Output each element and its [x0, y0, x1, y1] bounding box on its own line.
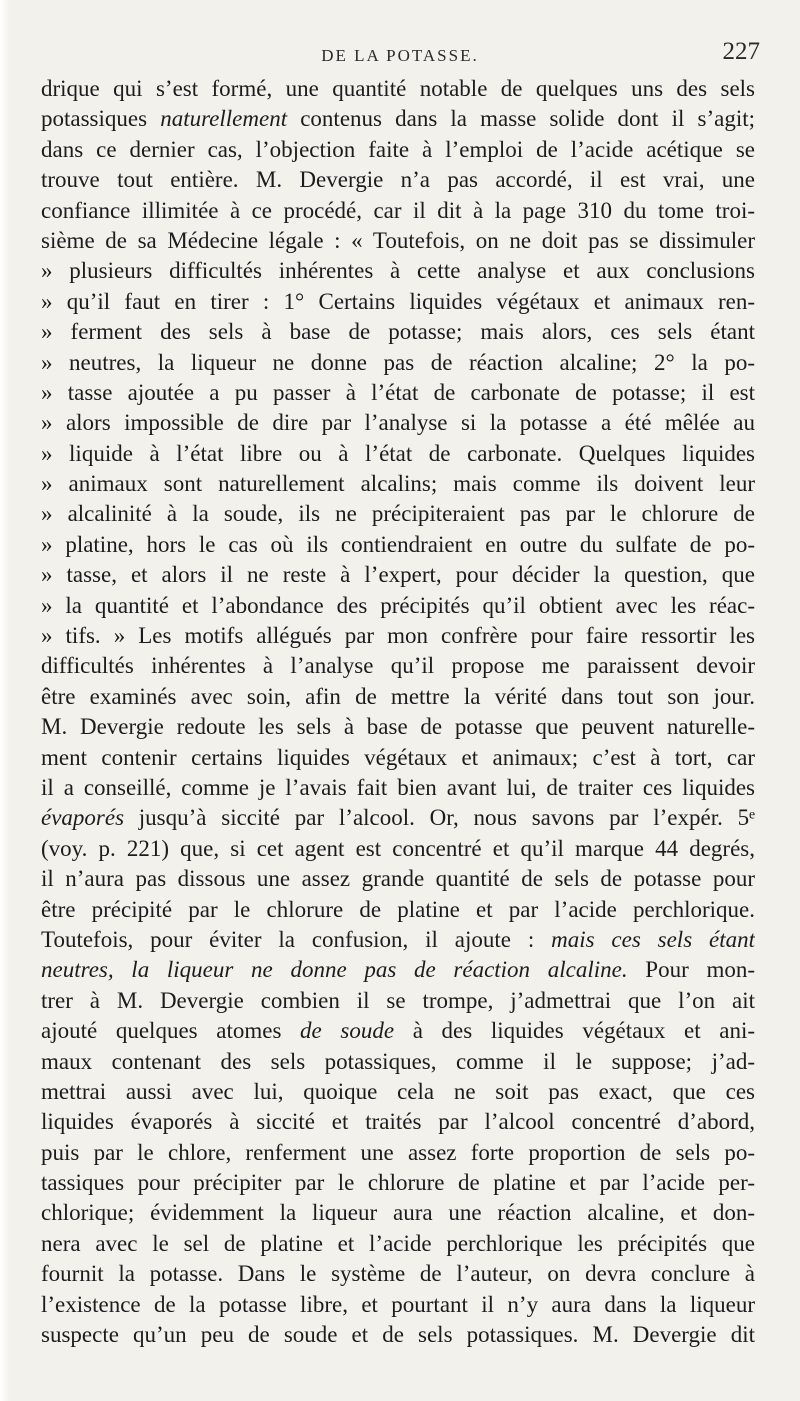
text-segment: jusqu’à siccité par l’alcool. Or, nous savons par l’expér. 5ᵉ [124, 805, 755, 831]
text-line [41, 135, 755, 165]
text-segment: ment contenir certains liquides végétaux et animaux; c’est à tort, car [41, 744, 755, 770]
text-line [41, 560, 755, 590]
text-line [41, 469, 755, 499]
text-line [41, 1320, 755, 1350]
text-segment: sième de sa Médecine légale : « Toutefois, on ne doit pas se dissimuler [41, 227, 755, 253]
text-line [41, 895, 755, 925]
text-line [41, 803, 755, 833]
text-segment: » alors impossible de dire par l’analyse si la potasse a été mêlée au [41, 410, 755, 436]
text-line [41, 1290, 755, 1320]
text-segment: trer à M. Devergie combien il se trompe, j’admettrai que l’on ait [41, 987, 755, 1013]
text-segment: » plusieurs difficultés inhérentes à cette analyse et aux conclusions [41, 258, 755, 284]
text-segment: maux contenant des sels potassiques, comme il le suppose; j’ad- [41, 1048, 755, 1074]
text-line [41, 864, 755, 894]
text-segment: il a conseillé, comme je l’avais fait bien avant lui, de traiter ces liquides [41, 774, 755, 800]
text-line [41, 378, 755, 408]
text-segment: » platine, hors le cas où ils contiendraient en outre du sulfate de po- [41, 531, 755, 557]
text-line [41, 439, 755, 469]
text-segment: Toutefois, pour éviter la confusion, il ajoute : [41, 926, 552, 952]
text-segment: fournit la potasse. Dans le système de l’auteur, on devra conclure à [41, 1261, 755, 1287]
text-segment: dans ce dernier cas, l’objection faite à l’emploi de l’acide acétique se [41, 136, 755, 162]
text-segment: » tasse, et alors il ne reste à l’expert, pour décider la question, que [41, 562, 755, 588]
text-segment: être examinés avec soin, afin de mettre la vérité dans tout son jour. [41, 683, 755, 709]
text-line [41, 834, 755, 864]
text-line [41, 165, 755, 195]
text-segment: liquides évaporés à siccité et traités par l’alcool concentré d’abord, [41, 1109, 755, 1135]
text-segment: » qu’il faut en tirer : 1° Certains liquides végétaux et animaux ren- [41, 288, 755, 314]
text-segment: contenus dans la masse solide dont il s’agit; [287, 106, 755, 132]
text-segment: difficultés inhérentes à l’analyse qu’il propose me paraissent devoir [41, 653, 755, 679]
italic-segment: de soude [300, 1018, 395, 1044]
text-line [41, 682, 755, 712]
text-segment: » ferment des sels à base de potasse; mais alors, ces sels étant [41, 319, 755, 345]
text-line [41, 1198, 755, 1228]
text-line [41, 651, 755, 681]
text-segment: chlorique; évidemment la liqueur aura une réaction alcaline, et don- [41, 1200, 755, 1226]
page-header [40, 38, 760, 72]
text-line [41, 226, 755, 256]
text-line [41, 196, 755, 226]
text-line [41, 74, 755, 104]
text-segment: » la quantité et l’abondance des précipités qu’il obtient avec les réac- [41, 592, 755, 618]
text-line [41, 1259, 755, 1289]
text-segment: à des liquides végétaux et ani- [394, 1018, 755, 1044]
text-segment: confiance illimitée à ce procédé, car il dit à la page 310 du tome troi- [41, 197, 755, 223]
text-line [41, 1077, 755, 1107]
running-title: DE LA POTASSE. [321, 46, 479, 65]
text-line [41, 1229, 755, 1259]
text-segment: nera avec le sel de platine et l’acide perchlorique les précipités que [41, 1230, 755, 1256]
text-line [41, 1016, 755, 1046]
text-line [41, 986, 755, 1016]
text-line [41, 1107, 755, 1137]
text-line [41, 591, 755, 621]
text-segment: » liquide à l’état libre ou à l’état de carbonate. Quelques liquides [41, 440, 755, 466]
text-line [41, 743, 755, 773]
page-number: 227 [722, 38, 760, 65]
text-segment: drique qui s’est formé, une quantité notable de quelques uns des sels [41, 76, 755, 101]
text-line [41, 712, 755, 742]
text-line [41, 925, 755, 955]
text-segment: suspecte qu’un peu de soude et de sels potassiques. M. Devergie dit [41, 1322, 755, 1348]
text-line [41, 773, 755, 803]
text-segment: » alcalinité à la soude, ils ne précipiteraient pas par le chlorure de [41, 501, 755, 527]
text-segment: » neutres, la liqueur ne donne pas de réaction alcaline; 2° la po- [41, 349, 755, 375]
text-line [41, 408, 755, 438]
text-segment: mettrai aussi avec lui, quoique cela ne soit pas exact, que ces [41, 1078, 755, 1104]
text-line [41, 499, 755, 529]
text-line [41, 1138, 755, 1168]
text-segment: l’existence de la potasse libre, et pourtant il n’y aura dans la liqueur [41, 1291, 755, 1317]
text-segment: M. Devergie redoute les sels à base de potasse que peuvent naturelle- [41, 714, 755, 740]
text-line [41, 287, 755, 317]
text-line [41, 348, 755, 378]
text-line [41, 1047, 755, 1077]
text-segment: être précipité par le chlorure de platine et par l’acide perchlorique. [41, 896, 755, 922]
text-segment: ajouté quelques atomes [41, 1018, 301, 1044]
text-line [41, 530, 755, 560]
text-line [41, 621, 755, 651]
text-segment: (voy. p. 221) que, si cet agent est concentré et qu’il marque 44 degrés, [41, 835, 755, 861]
text-segment: tassiques pour précipiter par le chlorure de platine et par l’acide per- [41, 1170, 755, 1196]
italic-segment: évaporés [41, 805, 125, 831]
text-segment: » tasse ajoutée a pu passer à l’état de carbonate de potasse; il est [41, 379, 755, 405]
text-segment: potassiques [41, 106, 161, 132]
text-line [41, 1168, 755, 1198]
text-line [41, 317, 755, 347]
text-segment: puis par le chlore, renferment une assez forte proportion de sels po- [41, 1139, 755, 1165]
body-text [41, 74, 755, 1350]
text-segment: » animaux sont naturellement alcalins; mais comme ils doivent leur [41, 471, 755, 497]
italic-segment: neutres, la liqueur ne donne pas de réaction alcaline. [41, 957, 628, 983]
text-segment: il n’aura pas dissous une assez grande quantité de sels de potasse pour [41, 866, 755, 892]
italic-segment: naturellement [160, 106, 288, 132]
text-segment: trouve tout entière. M. Devergie n’a pas accordé, il est vrai, une [41, 167, 755, 193]
text-line [41, 104, 755, 134]
italic-segment: mais ces sels étant [551, 926, 755, 952]
text-segment: Pour mon- [627, 957, 755, 983]
text-line [41, 256, 755, 286]
text-line [41, 955, 755, 985]
text-segment: » tifs. » Les motifs allégués par mon confrère pour faire ressortir les [41, 623, 755, 649]
